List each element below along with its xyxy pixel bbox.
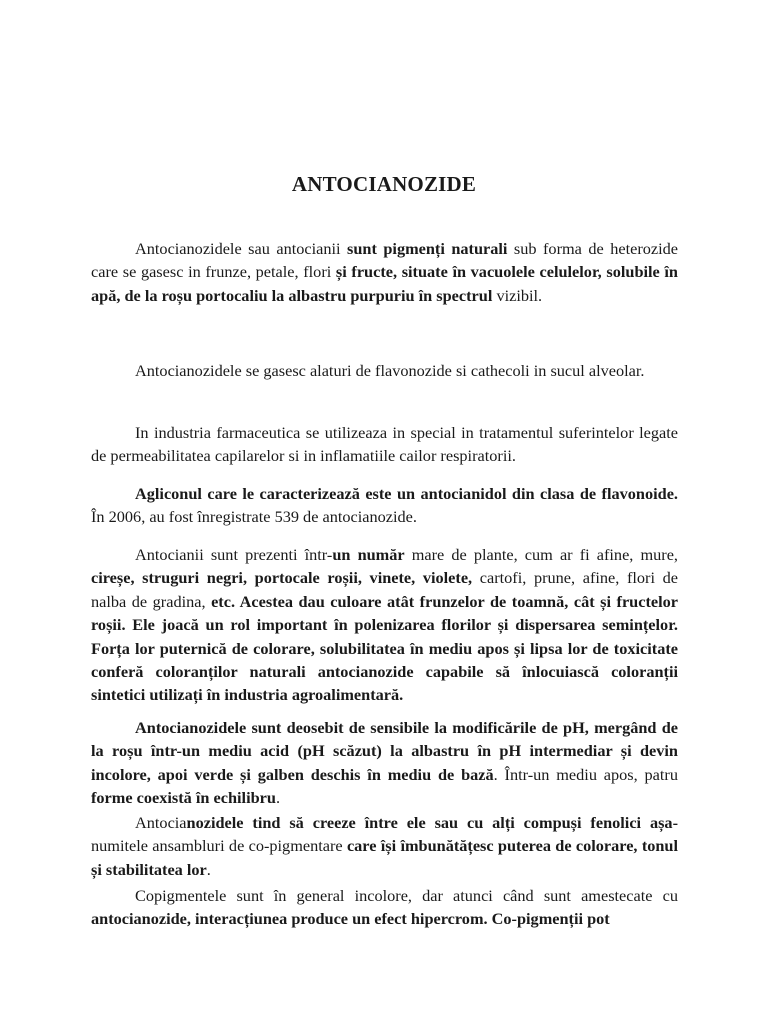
paragraph-4 [91,482,678,529]
p7-bold-1: nozidele tind să creeze între ele sau cu alți compuși fenolici așa- [186,813,678,832]
p4-bold-1: Agliconul care le caracterizează este un antocianidol din clasa de flavonoide. [135,484,678,503]
document-title: ANTOCIANOZIDE [291,172,477,196]
p3-text: In industria farmaceutica se utilizeaza in special in tratamentul suferintelor legate de permeabilitatea capilarelor si in inflamatiile cailor respiratorii. [91,423,678,466]
paragraph-5 [91,543,678,707]
p8-text-1: Copigmentele sunt în general incolore, dar atunci când sunt amestecate cu [135,886,678,905]
p6-text-2: . Într-un mediu apos, patru [493,764,678,784]
p1-text-1: Antocianozidele sau antocianii [135,239,348,258]
p5-text-3: cartofi, prune, afine, flori de nalba de gradina, [91,568,678,611]
p1-bold-1: sunt pigmenți naturali [347,239,508,258]
p2-text: Antocianozidele se gasesc alaturi de flavonozide si cathecoli in sucul alveolar. [135,361,645,380]
p7-text-2: numitele ansambluri de co-pigmentare [91,836,347,856]
p5-bold-2: cireșe, struguri negri, portocale roșii, vinete, violete, [91,568,473,588]
p5-bold-1: un număr [332,545,405,564]
p8-bold-1: antocianozide, interacțiunea produce un efect hipercrom. Co-pigmenții pot [91,909,610,929]
p1-text-3: vizibil. [492,285,543,305]
p6-bold-2: mergând de la roșu într-un mediu acid (pH scăzut) la albastru în pH intermediar și devin incolore, apoi verde și galben deschis în mediu de bază [91,718,678,784]
paragraph-3 [91,421,678,468]
p5-text-1: Antocianii sunt prezenti într- [135,545,333,564]
p7-bold-2: care își îmbunătățesc puterea de colorare, tonul și stabilitatea lor [91,836,679,879]
p6-text-3: . [275,788,281,808]
p7-text-1: Antocia [135,813,187,832]
paragraph-1 [91,237,678,307]
p5-text-2: mare de plante, cum ar fi afine, mure, [404,545,678,564]
p7-text-3: . [206,859,211,879]
p1-bold-2: și fructe, situate în vacuolele celulelor, solubile în apă, de la roșu portocaliu la albastru purpuriu în spectrul [91,262,678,305]
p5-bold-3: etc. Acestea dau culoare atât frunzelor de toamnă, cât și fructelor roșii. Ele joacă un rol important în polenizarea florilor și dispersarea semințelor. Forța lor puternică de colorare, solubilitatea în mediu apos și lipsa lor de toxicitate conferă coloranților naturali antocianozide capabile să înlocuiască coloranții sintetici utilizați în industria agroalimentară. [91,591,678,705]
paragraph-8 [91,884,678,931]
p6-bold-3: forme coexistă în echilibru [91,788,276,808]
p6-bold-1: Antocianozidele sunt deosebit de sensibile la modificările de pH, [135,718,589,737]
paragraph-7 [91,811,678,881]
p4-text-1: În 2006, au fost înregistrate 539 de antocianozide. [91,507,417,527]
paragraph-6 [91,716,678,810]
paragraph-2 [91,359,678,382]
p1-text-2: sub forma de heterozide care se gasesc in frunze, petale, flori [91,239,678,282]
